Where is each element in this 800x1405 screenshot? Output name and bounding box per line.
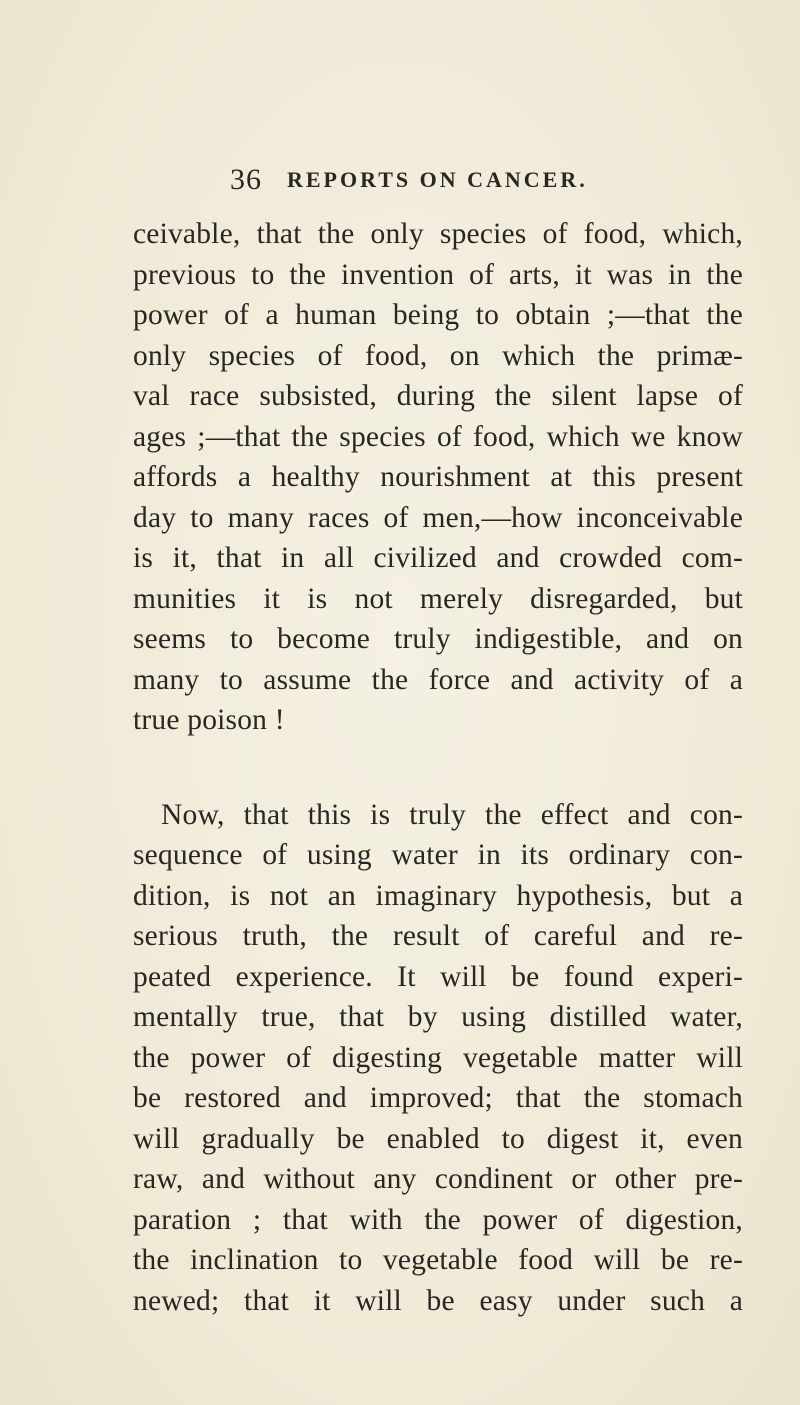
text-line: serious truth, the result of careful and re- (133, 920, 743, 952)
text-line: peated experience. It will be found experi- (133, 960, 743, 993)
text-line: true poison ! (133, 704, 285, 736)
text-line: paration ; that with the power of digestion, (133, 1203, 743, 1236)
text-line: will gradually be enabled to digest it, even (133, 1122, 743, 1155)
text-line: dition, is not an imaginary hypothesis, but a (133, 879, 743, 912)
text-line: seems to become truly indigestible, and on (133, 623, 743, 655)
text-line: previous to the invention of arts, it was in the (133, 258, 743, 291)
text-line: affords a healthy nourishment at this present (133, 461, 743, 493)
text-line: is it, that in all civilized and crowded com- (133, 542, 743, 574)
text-line: many to assume the force and activity of a (133, 663, 743, 696)
text-line: day to many races of men,—how inconceivable (133, 501, 743, 534)
text-line: munities it is not merely disregarded, but (133, 582, 743, 615)
text-line: power of a human being to obtain ;—that the (133, 299, 743, 331)
text-line: ages ;—that the species of food, which we know (133, 420, 743, 453)
text-line: raw, and without any condinent or other pre- (133, 1163, 743, 1195)
paragraph-1 (133, 214, 743, 741)
text-line: newed; that it will be easy under such a (133, 1284, 743, 1317)
page-number: 36 (230, 163, 262, 196)
text-line: the power of digesting vegetable matter will (133, 1041, 743, 1074)
text-line: Now, that this is truly the effect and con- (161, 798, 743, 831)
text-line: the inclination to vegetable food will be re- (133, 1244, 743, 1276)
text-line: val race subsisted, during the silent lapse of (133, 380, 743, 412)
text-line: mentally true, that by using distilled water, (133, 1001, 743, 1033)
text-line: only species of food, on which the primæ- (133, 339, 743, 372)
paragraph-spacer (133, 741, 743, 795)
running-head-title: REPORTS ON CANCER. (287, 167, 588, 192)
body-text (133, 214, 743, 1321)
text-line: be restored and improved; that the stomach (133, 1082, 743, 1114)
text-line: ceivable, that the only species of food, which, (133, 218, 743, 250)
paragraph-2 (133, 795, 743, 1322)
text-line: sequence of using water in its ordinary con- (133, 839, 743, 871)
running-head (0, 160, 800, 200)
